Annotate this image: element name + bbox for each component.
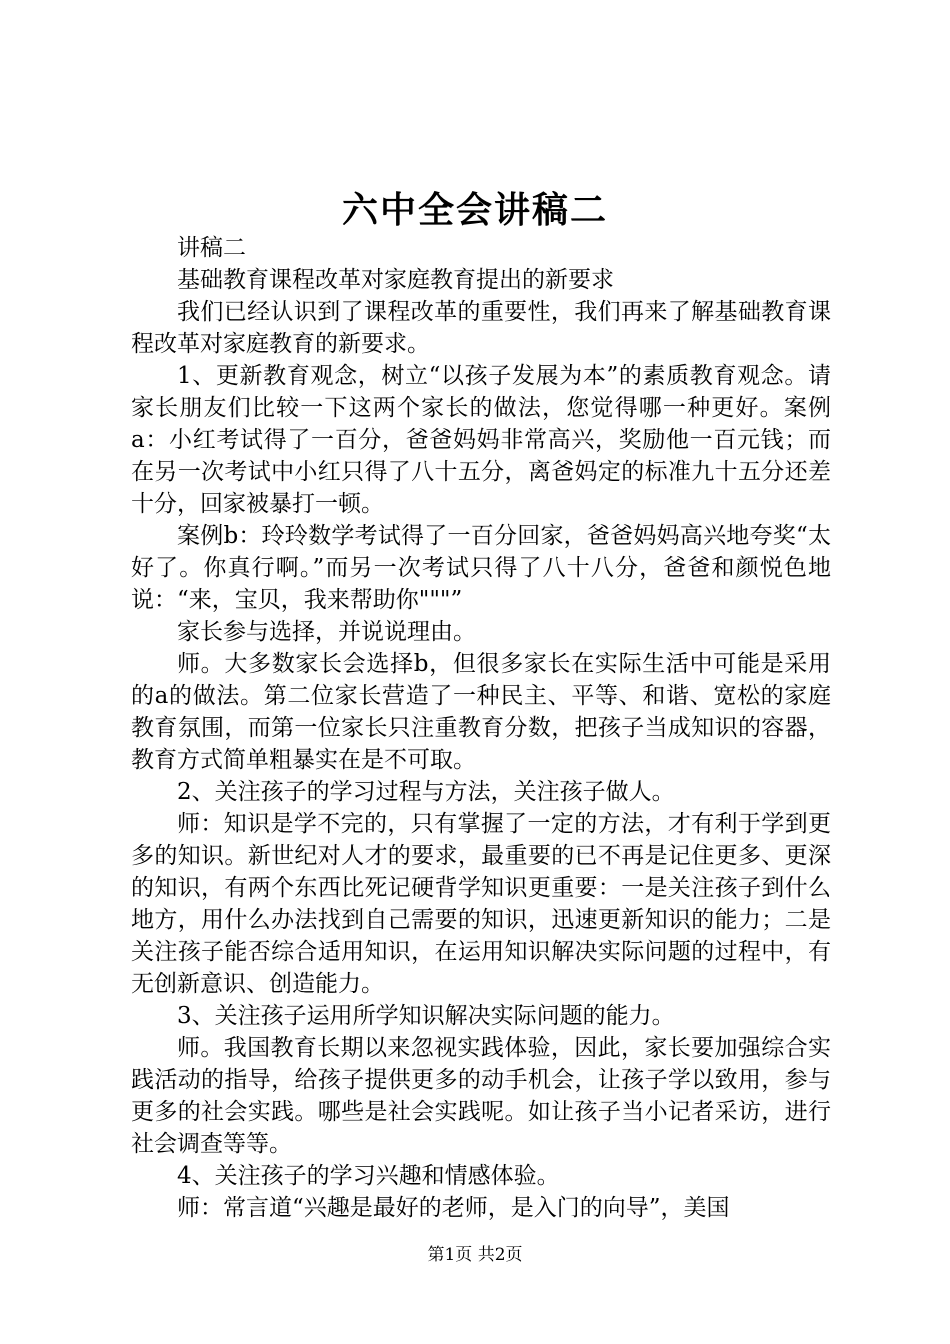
- document-body: [131, 232, 831, 1224]
- paragraph: 3、关注孩子运用所学知识解决实际问题的能力。: [177, 1003, 675, 1029]
- document-title: 六中全会讲稿二: [341, 189, 608, 231]
- paragraph: 案例b：玲玲数学考试得了一百分回家，爸爸妈妈高兴地夸奖“太好了。你真行啊。”而另一次考试只得了八十八分，爸爸和颜悦色地说：“来，宝贝，我来帮助你"""”: [131, 523, 831, 613]
- paragraph: 师。我国教育长期以来忽视实践体验，因此，家长要加强综合实践活动的指导，给孩子提供更多的动手机会，让孩子学以致用，参与更多的社会实践。哪些是社会实践呢。如让孩子当小记者采访，进行社会调查等等。: [131, 1035, 831, 1157]
- paragraph: 我们已经认识到了课程改革的重要性，我们再来了解基础教育课程改革对家庭教育的新要求。: [131, 299, 831, 357]
- paragraph: 基础教育课程改革对家庭教育提出的新要求: [177, 267, 614, 293]
- paragraph: 师：知识是学不完的，只有掌握了一定的方法，才有利于学到更多的知识。新世纪对人才的要求，最重要的已不再是记住更多、更深的知识，有两个东西比死记硬背学知识更重要：一是关注孩子到什么地方，用什么办法找到自己需要的知识，迅速更新知识的能力；二是关注孩子能否综合适用知识，在运用知识解决实际问题的过程中，有无创新意识、创造能力。: [131, 811, 831, 997]
- paragraph: 2、关注孩子的学习过程与方法，关注孩子做人。: [177, 779, 675, 805]
- paragraph: 师：常言道“兴趣是最好的老师，是入门的向导”，美国: [177, 1195, 730, 1221]
- paragraph: 4、关注孩子的学习兴趣和情感体验。: [177, 1163, 560, 1189]
- paragraph: 1、更新教育观念，树立“以孩子发展为本”的素质教育观念。请家长朋友们比较一下这两个家长的做法，您觉得哪一种更好。案例a：小红考试得了一百分，爸爸妈妈非常高兴，奖励他一百元钱；而在另一次考试中小红只得了八十五分，离爸妈定的标准九十五分还差十分，回家被暴打一顿。: [131, 363, 831, 517]
- paragraph: 师。大多数家长会选择b，但很多家长在实际生活中可能是采用的a的做法。第二位家长营造了一种民主、平等、和谐、宽松的家庭教育氛围，而第一位家长只注重教育分数，把孩子当成知识的容器，教育方式简单粗暴实在是不可取。: [131, 651, 831, 773]
- paragraph: 讲稿二: [177, 235, 246, 261]
- paragraph: 家长参与选择，并说说理由。: [177, 619, 476, 645]
- page-footer: 第1页 共2页: [427, 1245, 523, 1265]
